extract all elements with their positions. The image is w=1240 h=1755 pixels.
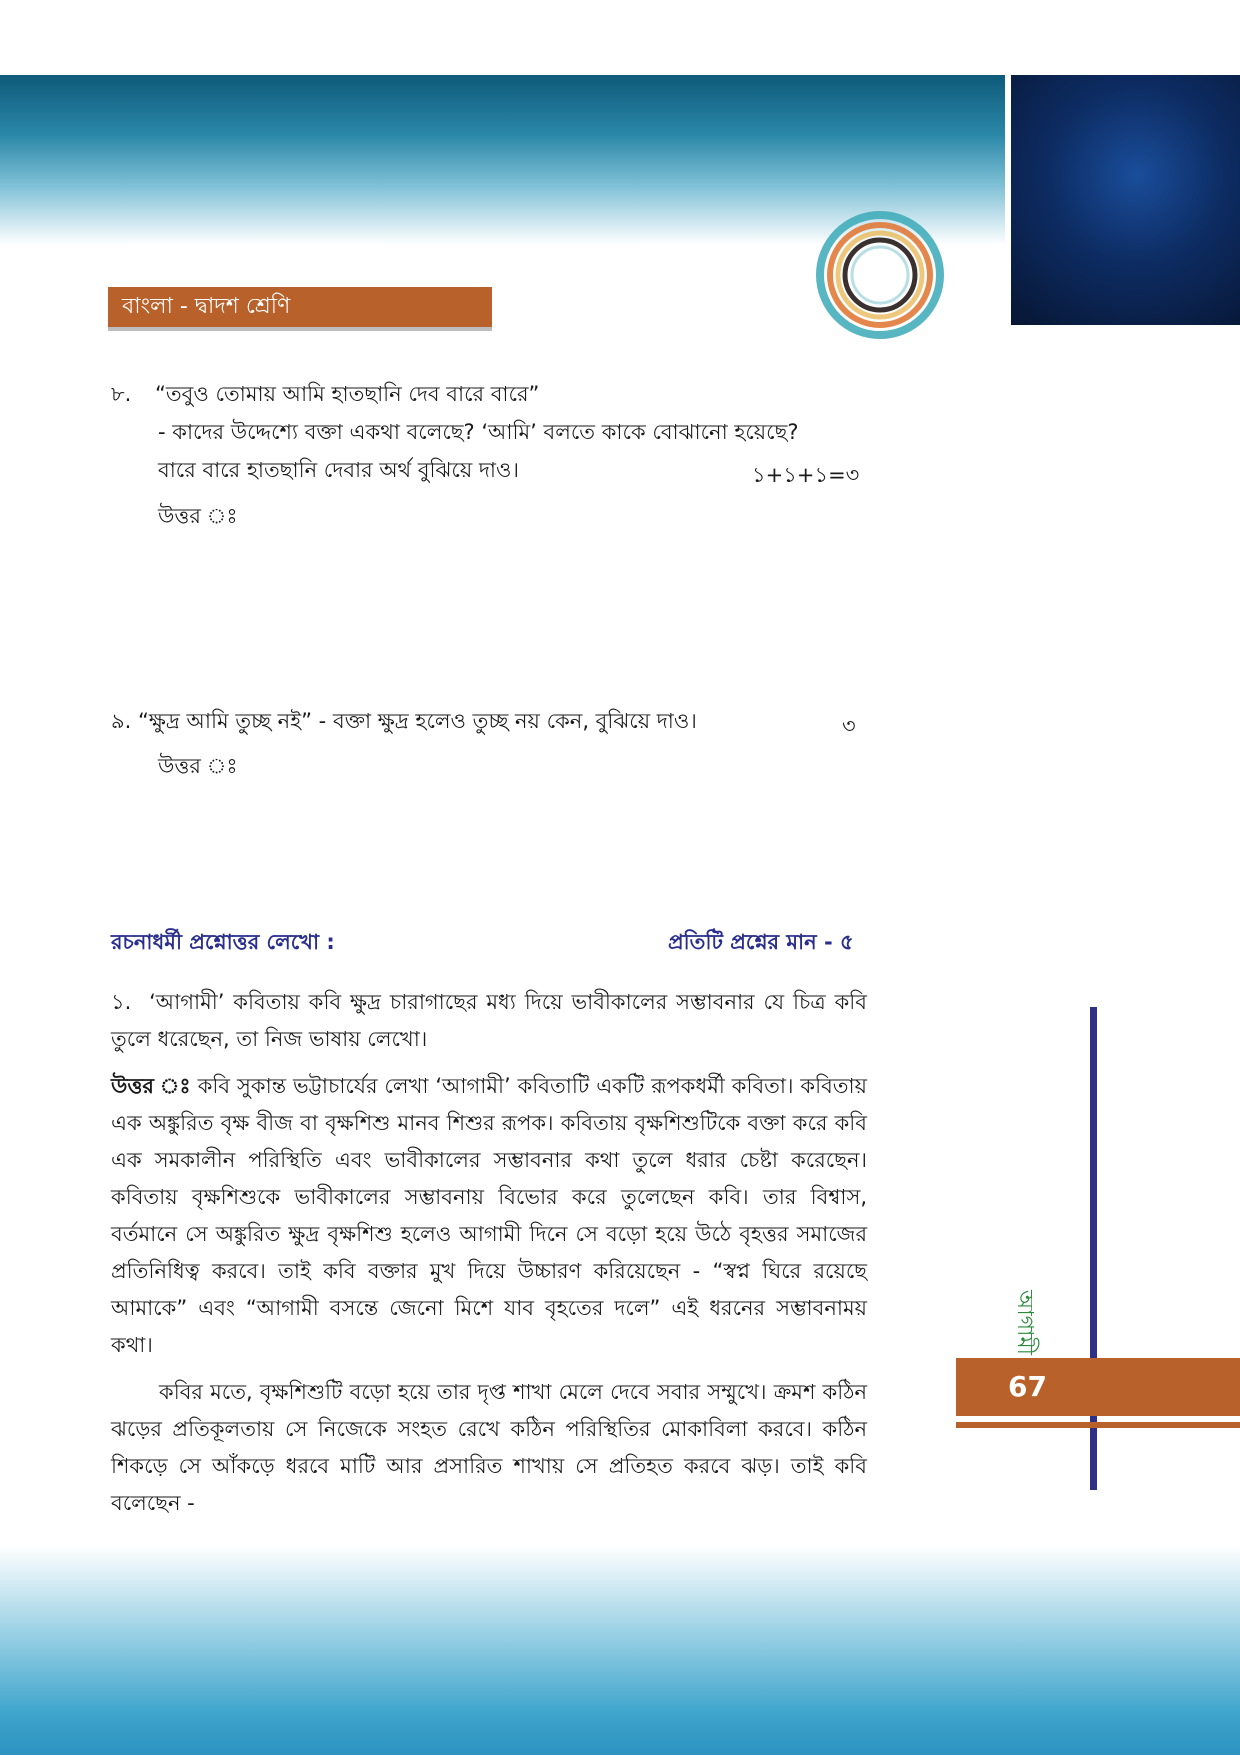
question-text: ‘আগামী’ কবিতায় কবি ক্ষুদ্র চারাগাছের মধ্য দিয়ে ভাবীকালের সম্ভাবনার যে চিত্র কবি তুলে ধরেছেন, তা নিজ ভাষায় লেখো। xyxy=(111,990,867,1051)
question-text: “ক্ষুদ্র আমি তুচ্ছ নই” - বক্তা ক্ষুদ্র হলেও তুচ্ছ নয় কেন, বুঝিয়ে দাও। xyxy=(138,709,697,733)
answer-label: উত্তর ঃ xyxy=(111,1074,191,1098)
class-label: বাংলা - দ্বাদশ শ্রেণি xyxy=(108,287,492,327)
page-number-underline xyxy=(956,1422,1240,1428)
question-8-quote xyxy=(111,376,539,412)
answer-label: উত্তর ঃ xyxy=(158,504,238,528)
question-number: ৮. xyxy=(111,382,132,406)
answer-paragraph-1 xyxy=(111,1068,867,1364)
question-8-line3: বারে বারে হাতছানি দেবার অর্থ বুঝিয়ে দাও। xyxy=(158,458,519,482)
ring-logo-icon xyxy=(808,205,958,345)
section-title: রচনাধর্মী প্রশ্নোত্তর লেখো : xyxy=(111,930,335,954)
sidebar-line xyxy=(1090,1007,1097,1490)
decorative-dark-square xyxy=(1011,75,1240,325)
question-9-marks: ৩ xyxy=(842,714,856,738)
question-number: ১. xyxy=(111,990,132,1014)
question-8-line2: - কাদের উদ্দেশ্যে বক্তা একথা বলেছে? ‘আমি’ বলতে কাকে বোঝানো হয়েছে? xyxy=(158,420,799,444)
answer-label: উত্তর ঃ xyxy=(158,754,238,778)
chapter-title: আগামী xyxy=(1012,1290,1037,1355)
question-9 xyxy=(111,703,697,739)
answer-paragraph-2: কবির মতে, বৃক্ষশিশুটি বড়ো হয়ে তার দৃপ্ত শাখা মেলে দেবে সবার সম্মুখে। ক্রমশ কঠিন ঝড়ের প্রতিকূলতায় সে নিজেকে সংহত রেখে কঠিন পরিস্থিতির মোকাবিলা করবে। কঠিন শিকড়ে সে আঁকড়ে ধরবে মাটি আর প্রসারিত শাখায় সে প্রতিহত করবে ঝড়। তাই কবি বলেছেন - xyxy=(111,1380,867,1515)
bottom-band xyxy=(0,1545,1240,1755)
answer-text: কবি সুকান্ত ভট্টাচার্যের লেখা ‘আগামী’ কবিতাটি একটি রূপকধর্মী কবিতা। কবিতায় এক অঙ্কুরিত বৃক্ষ বীজ বা বৃক্ষশিশু মানব শিশুর রূপক। কবিতায় বৃক্ষশিশুটিকে বক্তা করে কবি এক সমকালীন পরিস্থিতি এবং ভাবীকালের সম্ভাবনার কথা তুলে ধরার চেষ্টা করেছেন। কবিতায় বৃক্ষশিশুকে ভাবীকালের সম্ভাবনায় বিভোর করে তুলেছেন কবি। তার বিশ্বাস, বর্তমানে সে অঙ্কুরিত ক্ষুদ্র বৃক্ষশিশু হলেও আগামী দিনে সে বড়ো হয়ে উঠে বৃহত্তর সমাজের প্রতিনিধিত্ব করবে। তাই কবি বক্তার মুখ দিয়ে উচ্চারণ করিয়েছেন - “স্বপ্ন ঘিরে রয়েছে আমাকে” এবং “আগামী বসন্তে জেনো মিশে যাব বৃহতের দলে” এই ধরনের সম্ভাবনাময় কথা। xyxy=(111,1074,868,1357)
page-number: 67 xyxy=(956,1358,1240,1416)
essay-question-1 xyxy=(111,984,867,1058)
question-number: ৯. xyxy=(111,709,132,733)
question-8-marks: ১+১+১=৩ xyxy=(752,463,860,487)
section-marks-note: প্রতিটি প্রশ্নের মান - ৫ xyxy=(668,930,854,954)
question-text: “তবুও তোমায় আমি হাতছানি দেব বারে বারে” xyxy=(155,382,540,406)
